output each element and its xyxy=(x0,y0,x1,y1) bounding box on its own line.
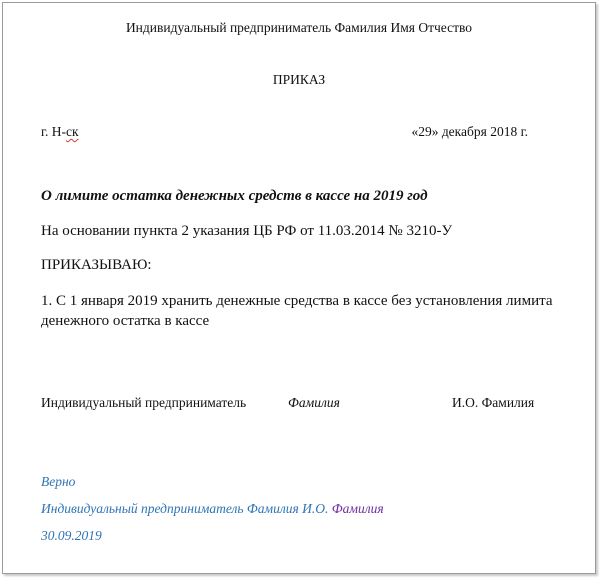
order-basis: На основании пункта 2 указания ЦБ РФ от 11.03.2014 № 3210-У xyxy=(41,223,453,239)
signature-initials-name: И.О. Фамилия xyxy=(452,395,535,410)
document-page xyxy=(2,2,596,574)
certification-date: 30.09.2019 xyxy=(41,528,102,543)
order-directive-heading: ПРИКАЗЫВАЮ: xyxy=(41,257,152,273)
signature-role: Индивидуальный предприниматель xyxy=(41,395,247,410)
city-prefix: г. Н- xyxy=(41,124,67,139)
city-line xyxy=(41,124,79,140)
order-date: «29» декабря 2018 г. xyxy=(411,124,528,139)
order-subject: О лимите остатка денежных средств в кассе на 2019 год xyxy=(41,188,428,204)
certification-line xyxy=(41,501,384,517)
document-type-title: ПРИКАЗ xyxy=(272,72,326,87)
city-spellcheck-word: ск xyxy=(66,124,79,139)
signature-handwritten: Фамилия xyxy=(288,395,340,410)
certification-prefix: Индивидуальный предприниматель Фамилия И.О. xyxy=(41,501,329,516)
certification-signature: Фамилия xyxy=(331,501,384,516)
entrepreneur-header: Индивидуальный предприниматель Фамилия Имя Отчество xyxy=(125,20,473,35)
order-item-1: 1. С 1 января 2019 хранить денежные средства в кассе без установления лимита денежного остатка в кассе xyxy=(41,293,553,329)
certification-verno: Верно xyxy=(41,474,76,489)
